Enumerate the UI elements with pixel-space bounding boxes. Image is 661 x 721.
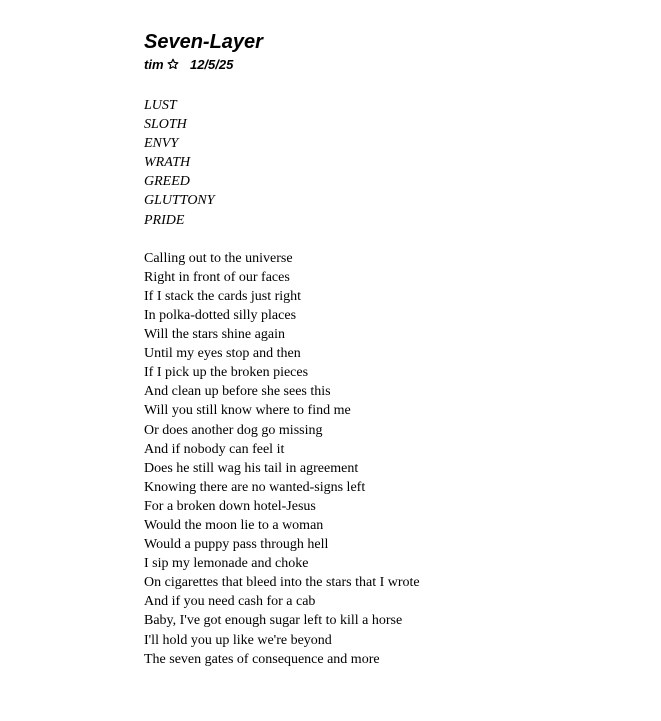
sin-line: GREED (144, 174, 190, 190)
verse-line: The seven gates of consequence and more (144, 651, 380, 667)
verse-line: Or does another dog go missing (144, 422, 323, 438)
verse-line: If I stack the cards just right (144, 288, 302, 304)
sin-line: PRIDE (144, 212, 185, 228)
verse-line: Will the stars shine again (144, 327, 285, 343)
verse-line: And if you need cash for a cab (144, 594, 316, 610)
sin-line: WRATH (144, 155, 191, 171)
poem-title: Seven-Layer (144, 31, 263, 53)
poem-verse (144, 249, 644, 669)
verse-line: Right in front of our faces (144, 269, 290, 285)
sins-list (144, 96, 644, 230)
verse-line: In polka-dotted silly places (144, 307, 297, 323)
verse-line: Baby, I've got enough sugar left to kill a horse (144, 613, 403, 629)
poem-date: 12/5/25 (189, 57, 234, 72)
verse-line: Would the moon lie to a woman (144, 517, 324, 533)
verse-line: Would a puppy pass through hell (144, 537, 329, 553)
verse-line: I'll hold you up like we're beyond (144, 632, 332, 648)
sin-line: ENVY (144, 136, 179, 152)
byline (144, 56, 644, 74)
verse-line: And clean up before she sees this (144, 384, 331, 400)
verse-line: And if nobody can feel it (144, 441, 285, 457)
verse-line: Knowing there are no wanted-signs left (144, 479, 366, 495)
verse-line: I sip my lemonade and choke (144, 556, 309, 572)
sin-line: GLUTTONY (144, 193, 215, 209)
verse-line: For a broken down hotel-Jesus (144, 498, 316, 514)
verse-line: Will you still know where to find me (144, 403, 351, 419)
verse-line: Calling out to the universe (144, 250, 293, 266)
author-name: tim (144, 57, 164, 72)
verse-line: Until my eyes stop and then (144, 346, 301, 362)
sin-line: LUST (144, 98, 177, 113)
sin-line: SLOTH (144, 117, 187, 133)
verse-line: If I pick up the broken pieces (144, 365, 309, 381)
verse-line: Does he still wag his tail in agreement (144, 460, 359, 476)
poem-page (144, 30, 644, 669)
star-icon (167, 58, 179, 70)
verse-line: On cigarettes that bleed into the stars that I wrote (144, 575, 420, 591)
